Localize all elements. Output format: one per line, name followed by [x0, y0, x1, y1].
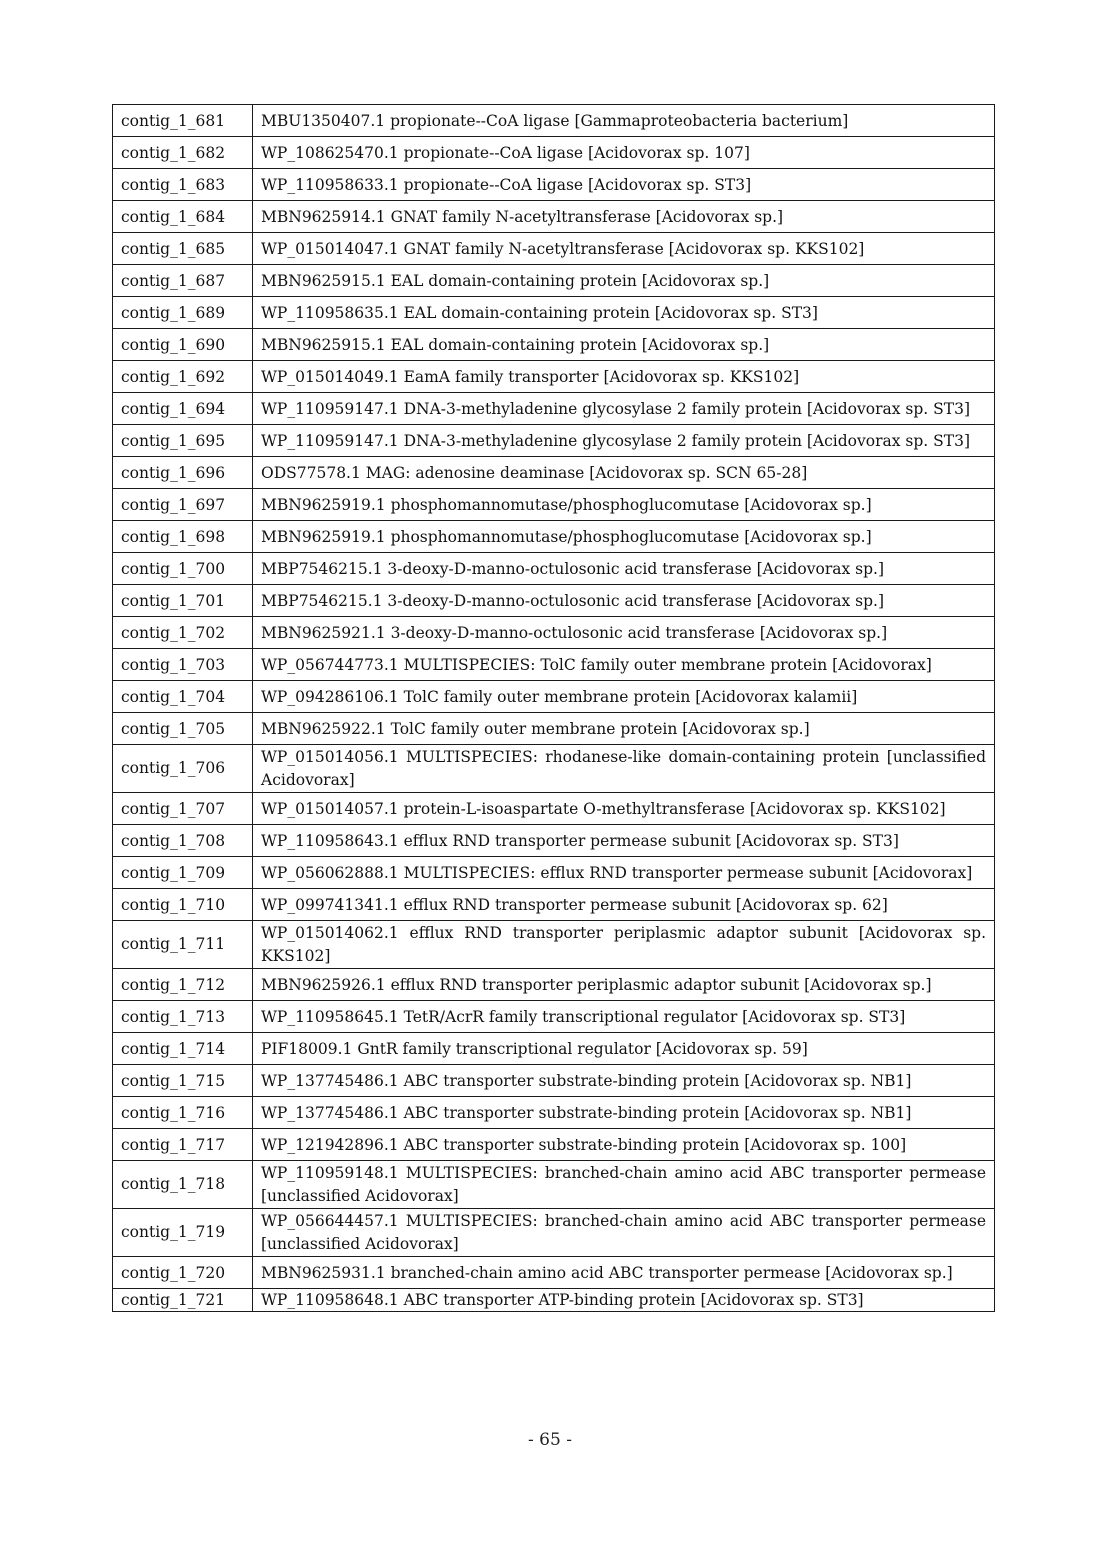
annotation-cell: MBN9625921.1 3-deoxy-D-manno-octulosonic acid transferase [Acidovorax sp.]: [253, 617, 995, 649]
contig-id-cell: contig_1_721: [113, 1289, 253, 1312]
annotation-cell: WP_015014047.1 GNAT family N-acetyltransferase [Acidovorax sp. KKS102]: [253, 233, 995, 265]
contig-id-cell: contig_1_703: [113, 649, 253, 681]
table-row: [113, 105, 995, 137]
table-row: [113, 1001, 995, 1033]
table-row: [113, 617, 995, 649]
annotation-cell: MBN9625926.1 efflux RND transporter periplasmic adaptor subunit [Acidovorax sp.]: [253, 969, 995, 1001]
contig-id-cell: contig_1_710: [113, 889, 253, 921]
contig-id-cell: contig_1_692: [113, 361, 253, 393]
contig-id-cell: contig_1_718: [113, 1161, 253, 1209]
annotation-cell: WP_110958633.1 propionate--CoA ligase [Acidovorax sp. ST3]: [253, 169, 995, 201]
contig-id-cell: contig_1_720: [113, 1257, 253, 1289]
page-number: - 65 -: [528, 1430, 572, 1450]
annotation-cell: MBN9625915.1 EAL domain-containing protein [Acidovorax sp.]: [253, 329, 995, 361]
table-row: [113, 857, 995, 889]
contig-id-cell: contig_1_685: [113, 233, 253, 265]
table-row: [113, 457, 995, 489]
table-row: [113, 201, 995, 233]
table-row: [113, 1033, 995, 1065]
annotation-table-body: [113, 105, 995, 1312]
annotation-cell: WP_015014056.1 MULTISPECIES: rhodanese-like domain-containing protein [unclassified Acidovorax]: [253, 745, 995, 793]
annotation-table: [112, 104, 995, 1312]
contig-id-cell: contig_1_684: [113, 201, 253, 233]
table-row: [113, 713, 995, 745]
contig-id-cell: contig_1_689: [113, 297, 253, 329]
table-row: [113, 681, 995, 713]
annotation-cell: MBN9625914.1 GNAT family N-acetyltransferase [Acidovorax sp.]: [253, 201, 995, 233]
annotation-cell: WP_110958635.1 EAL domain-containing protein [Acidovorax sp. ST3]: [253, 297, 995, 329]
annotation-cell: WP_015014062.1 efflux RND transporter periplasmic adaptor subunit [Acidovorax sp. KKS102]: [253, 921, 995, 969]
annotation-cell: MBN9625919.1 phosphomannomutase/phosphoglucomutase [Acidovorax sp.]: [253, 489, 995, 521]
table-row: [113, 1161, 995, 1209]
contig-id-cell: contig_1_705: [113, 713, 253, 745]
table-row: [113, 1129, 995, 1161]
annotation-cell: WP_094286106.1 TolC family outer membrane protein [Acidovorax kalamii]: [253, 681, 995, 713]
table-row: [113, 1065, 995, 1097]
table-row: [113, 137, 995, 169]
annotation-cell: PIF18009.1 GntR family transcriptional regulator [Acidovorax sp. 59]: [253, 1033, 995, 1065]
table-row: [113, 1097, 995, 1129]
contig-id-cell: contig_1_682: [113, 137, 253, 169]
annotation-cell: WP_056744773.1 MULTISPECIES: TolC family outer membrane protein [Acidovorax]: [253, 649, 995, 681]
contig-id-cell: contig_1_713: [113, 1001, 253, 1033]
annotation-cell: WP_015014049.1 EamA family transporter [Acidovorax sp. KKS102]: [253, 361, 995, 393]
annotation-cell: WP_110959147.1 DNA-3-methyladenine glycosylase 2 family protein [Acidovorax sp. ST3]: [253, 393, 995, 425]
annotation-cell: WP_137745486.1 ABC transporter substrate-binding protein [Acidovorax sp. NB1]: [253, 1097, 995, 1129]
table-row: [113, 521, 995, 553]
table-row: [113, 889, 995, 921]
table-row: [113, 921, 995, 969]
annotation-cell: WP_108625470.1 propionate--CoA ligase [Acidovorax sp. 107]: [253, 137, 995, 169]
contig-id-cell: contig_1_700: [113, 553, 253, 585]
annotation-cell: WP_121942896.1 ABC transporter substrate-binding protein [Acidovorax sp. 100]: [253, 1129, 995, 1161]
table-row: [113, 745, 995, 793]
annotation-cell: MBU1350407.1 propionate--CoA ligase [Gammaproteobacteria bacterium]: [253, 105, 995, 137]
contig-id-cell: contig_1_694: [113, 393, 253, 425]
contig-id-cell: contig_1_706: [113, 745, 253, 793]
contig-id-cell: contig_1_712: [113, 969, 253, 1001]
table-row: [113, 553, 995, 585]
contig-id-cell: contig_1_696: [113, 457, 253, 489]
table-row: [113, 649, 995, 681]
contig-id-cell: contig_1_709: [113, 857, 253, 889]
annotation-cell: ODS77578.1 MAG: adenosine deaminase [Acidovorax sp. SCN 65-28]: [253, 457, 995, 489]
contig-id-cell: contig_1_695: [113, 425, 253, 457]
contig-id-cell: contig_1_708: [113, 825, 253, 857]
contig-id-cell: contig_1_690: [113, 329, 253, 361]
table-row: [113, 393, 995, 425]
contig-id-cell: contig_1_716: [113, 1097, 253, 1129]
contig-id-cell: contig_1_681: [113, 105, 253, 137]
contig-id-cell: contig_1_704: [113, 681, 253, 713]
annotation-cell: MBN9625919.1 phosphomannomutase/phosphoglucomutase [Acidovorax sp.]: [253, 521, 995, 553]
annotation-cell: MBP7546215.1 3-deoxy-D-manno-octulosonic acid transferase [Acidovorax sp.]: [253, 553, 995, 585]
contig-id-cell: contig_1_707: [113, 793, 253, 825]
annotation-cell: MBN9625915.1 EAL domain-containing protein [Acidovorax sp.]: [253, 265, 995, 297]
table-row: [113, 361, 995, 393]
contig-id-cell: contig_1_683: [113, 169, 253, 201]
contig-id-cell: contig_1_719: [113, 1209, 253, 1257]
contig-id-cell: contig_1_702: [113, 617, 253, 649]
table-row: [113, 825, 995, 857]
annotation-cell: WP_056644457.1 MULTISPECIES: branched-chain amino acid ABC transporter permease [unclassified Acidovorax]: [253, 1209, 995, 1257]
table-row: [113, 1257, 995, 1289]
annotation-cell: WP_110959147.1 DNA-3-methyladenine glycosylase 2 family protein [Acidovorax sp. ST3]: [253, 425, 995, 457]
table-row: [113, 329, 995, 361]
annotation-cell: WP_110959148.1 MULTISPECIES: branched-chain amino acid ABC transporter permease [unclassified Acidovorax]: [253, 1161, 995, 1209]
table-row: [113, 793, 995, 825]
annotation-cell: WP_056062888.1 MULTISPECIES: efflux RND transporter permease subunit [Acidovorax]: [253, 857, 995, 889]
annotation-cell: WP_099741341.1 efflux RND transporter permease subunit [Acidovorax sp. 62]: [253, 889, 995, 921]
annotation-cell: MBN9625931.1 branched-chain amino acid ABC transporter permease [Acidovorax sp.]: [253, 1257, 995, 1289]
annotation-cell: WP_110958645.1 TetR/AcrR family transcriptional regulator [Acidovorax sp. ST3]: [253, 1001, 995, 1033]
table-row: [113, 969, 995, 1001]
annotation-cell: WP_137745486.1 ABC transporter substrate-binding protein [Acidovorax sp. NB1]: [253, 1065, 995, 1097]
table-row: [113, 585, 995, 617]
contig-id-cell: contig_1_687: [113, 265, 253, 297]
contig-id-cell: contig_1_701: [113, 585, 253, 617]
contig-id-cell: contig_1_711: [113, 921, 253, 969]
table-row: [113, 297, 995, 329]
annotation-cell: MBN9625922.1 TolC family outer membrane protein [Acidovorax sp.]: [253, 713, 995, 745]
annotation-cell: MBP7546215.1 3-deoxy-D-manno-octulosonic acid transferase [Acidovorax sp.]: [253, 585, 995, 617]
table-row: [113, 489, 995, 521]
contig-id-cell: contig_1_697: [113, 489, 253, 521]
table-row: [113, 265, 995, 297]
contig-id-cell: contig_1_714: [113, 1033, 253, 1065]
annotation-cell: WP_015014057.1 protein-L-isoaspartate O-methyltransferase [Acidovorax sp. KKS102]: [253, 793, 995, 825]
contig-id-cell: contig_1_715: [113, 1065, 253, 1097]
table-row: [113, 233, 995, 265]
table-row: [113, 1209, 995, 1257]
annotation-cell: WP_110958648.1 ABC transporter ATP-binding protein [Acidovorax sp. ST3]: [253, 1289, 995, 1312]
table-row: [113, 1289, 995, 1312]
annotation-cell: WP_110958643.1 efflux RND transporter permease subunit [Acidovorax sp. ST3]: [253, 825, 995, 857]
table-row: [113, 169, 995, 201]
contig-id-cell: contig_1_717: [113, 1129, 253, 1161]
contig-id-cell: contig_1_698: [113, 521, 253, 553]
table-row: [113, 425, 995, 457]
